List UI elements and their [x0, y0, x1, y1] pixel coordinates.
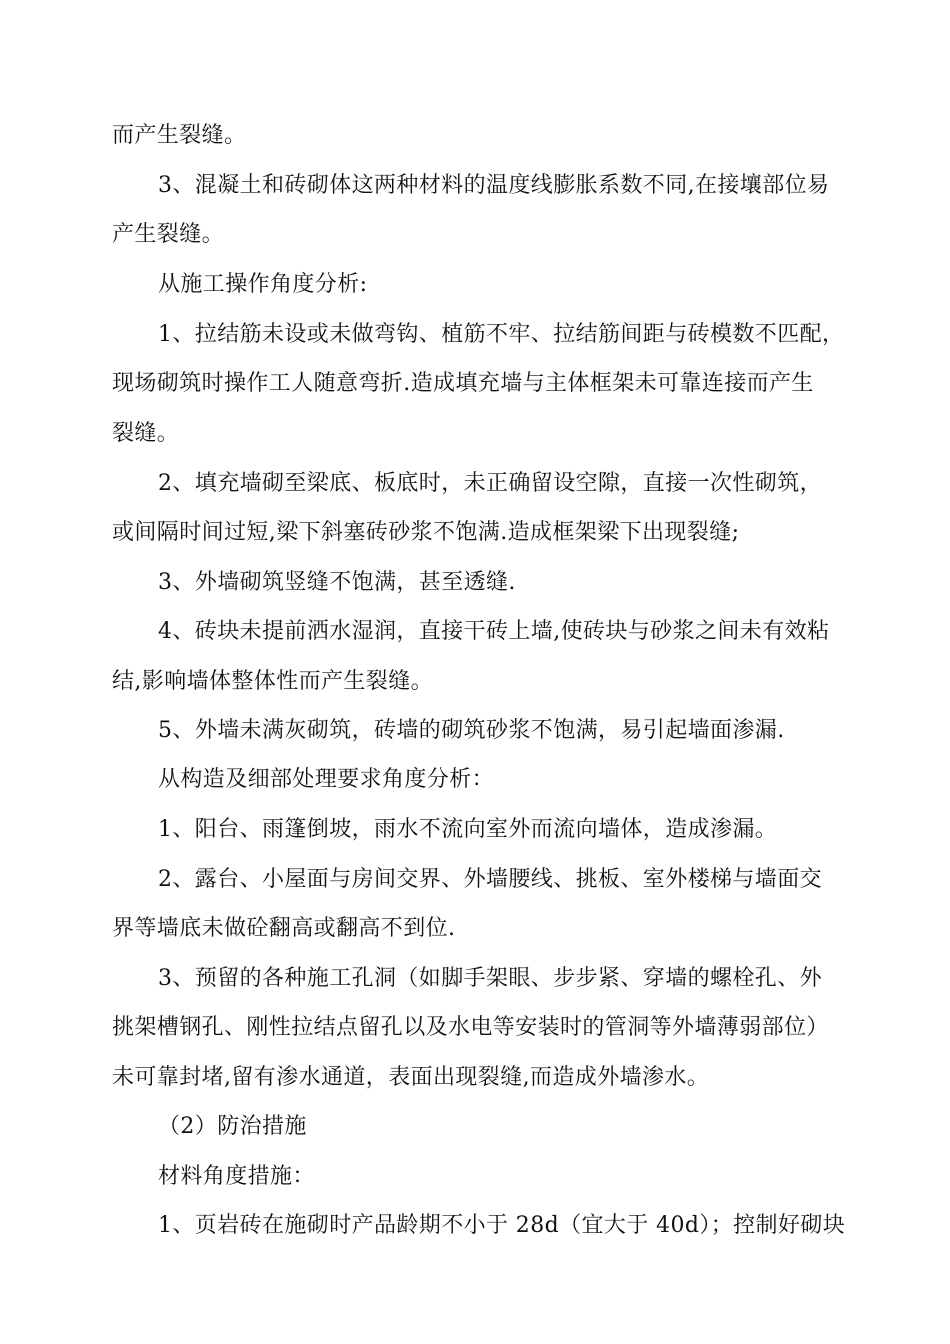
text-line: 2、露台、小屋面与房间交界、外墙腰线、挑板、室外楼梯与墙面交: [158, 867, 822, 892]
section-heading: 从施工操作角度分析:: [158, 272, 368, 297]
text-line: 1、页岩砖在施砌时产品龄期不小于 28d（宜大于 40d）；控制好砌块: [158, 1213, 846, 1238]
text-line: 结,影响墙体整体性而产生裂缝。: [112, 669, 433, 694]
text-line: 界等墙底未做砼翻高或翻高不到位.: [112, 916, 456, 941]
text-line: 4、砖块未提前洒水湿润，直接干砖上墙,使砖块与砂浆之间未有效粘: [158, 619, 830, 644]
text-line: 1、拉结筋未设或未做弯钩、植筋不牢、拉结筋间距与砖模数不匹配，: [158, 322, 845, 347]
section-heading: 从构造及细部处理要求角度分析：: [158, 767, 495, 792]
text-line: 现场砌筑时操作工人随意弯折.造成填充墙与主体框架未可靠连接而产生: [112, 371, 814, 396]
text-line: 产生裂缝。: [112, 222, 225, 247]
text-line: 3、预留的各种施工孔洞（如脚手架眼、步步紧、穿墙的螺栓孔、外: [158, 966, 822, 991]
text-line: 1、阳台、雨篷倒坡，雨水不流向室外而流向墙体，造成渗漏。: [158, 817, 778, 842]
section-heading: 材料角度措施：: [158, 1164, 315, 1189]
text-line: 或间隔时间过短,梁下斜塞砖砂浆不饱满.造成框架梁下出现裂缝;: [112, 520, 740, 545]
text-line: 2、填充墙砌至梁底、板底时，未正确留设空隙，直接一次性砌筑，: [158, 471, 822, 496]
text-line: 挑架槽钢孔、刚性拉结点留孔以及水电等安装时的管洞等外墙薄弱部位）: [112, 1015, 829, 1040]
text-line: 未可靠封堵,留有渗水通道，表面出现裂缝,而造成外墙渗水。: [112, 1065, 710, 1090]
text-line: 3、混凝土和砖砌体这两种材料的温度线膨胀系数不同,在接壤部位易: [158, 173, 830, 198]
text-line: 3、外墙砌筑竖缝不饱满，甚至透缝.: [158, 570, 516, 595]
text-line: 而产生裂缝。: [112, 123, 247, 148]
text-line: 裂缝。: [112, 421, 180, 446]
section-heading: （2）防治措施: [158, 1114, 307, 1139]
text-line: 5、外墙未满灰砌筑，砖墙的砌筑砂浆不饱满，易引起墙面渗漏.: [158, 718, 785, 743]
